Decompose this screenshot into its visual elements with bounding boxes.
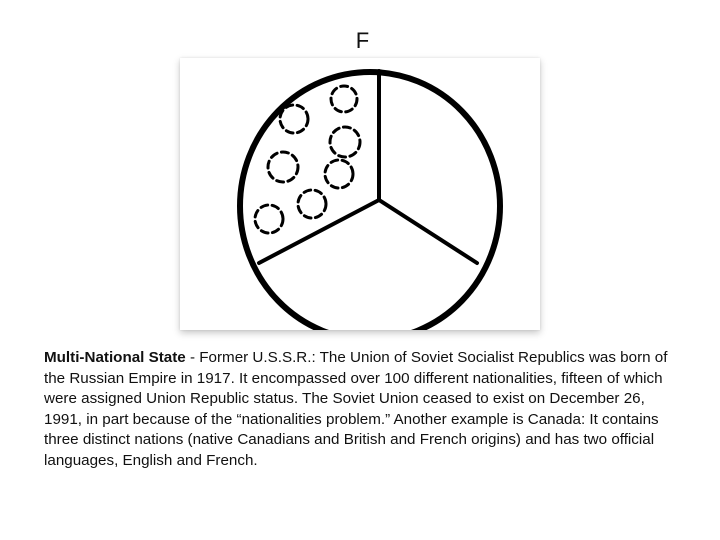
figure-card — [180, 58, 540, 330]
dashed-nation-circle — [331, 86, 357, 112]
outer-circle — [240, 72, 500, 330]
caption-text: - Former U.S.S.R.: The Union of Soviet Socialist Republics was born of the Russian Empire in 1917. It encompassed over 100 different nationalities, fifteen of which were assigned Union Republic status. The Soviet Union ceased to exist on December 26, 1991, in part because of the “nationalities problem.” Another example is Canada: It contains three distinct nations (native Canadians and British and French origins) and has two official languages, English and French. — [44, 349, 668, 469]
dashed-nation-circle — [255, 205, 283, 233]
slide-letter: F — [355, 28, 370, 53]
dashed-nation-circle — [325, 160, 353, 188]
dashed-nation-circle — [298, 190, 326, 218]
caption — [44, 348, 684, 471]
caption-term: Multi-National State — [44, 349, 186, 366]
dashed-nation-circle — [330, 127, 360, 157]
dashed-nation-circle — [268, 152, 298, 182]
multi-national-state-diagram — [180, 58, 540, 330]
sector-divider — [379, 200, 477, 263]
